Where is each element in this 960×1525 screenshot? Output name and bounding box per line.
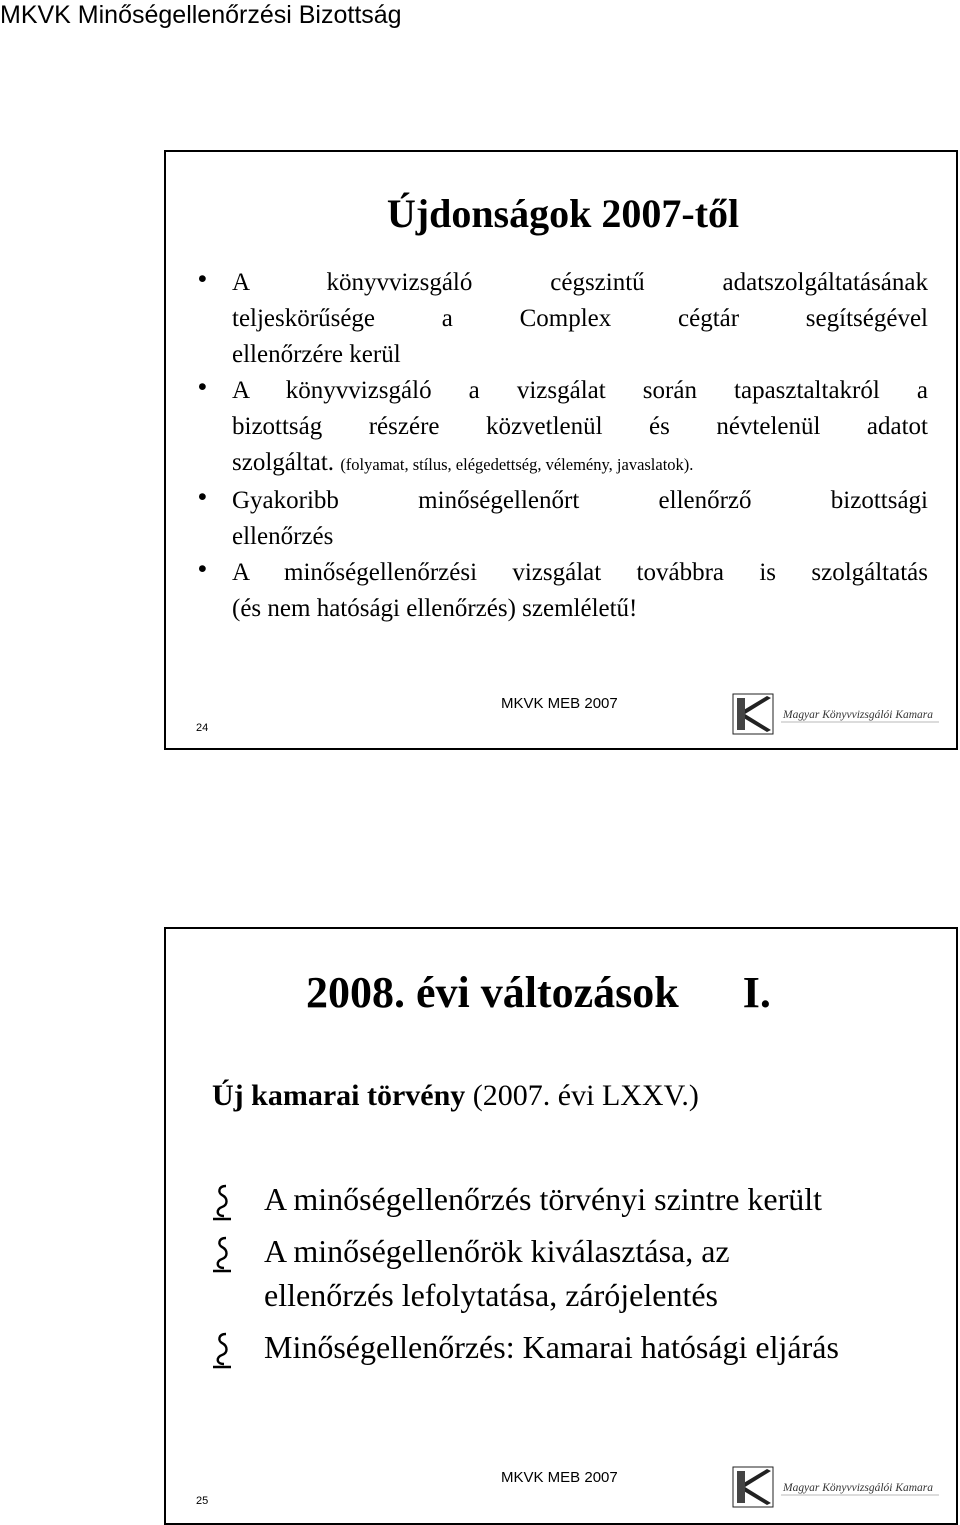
mkvk-logo-icon [731,692,943,736]
subtitle-bold: Új kamarai törvény [212,1079,466,1112]
bullet-line-main: szolgáltat. [232,449,335,476]
bullet-item [198,373,928,483]
bullet-line: teljeskörűsége a Complex cégtár segítségével [232,305,928,332]
bullet-line [232,445,928,483]
slide-title-main: 2008. évi változások [306,968,679,1017]
page-number: 24 [196,722,209,734]
bullet-item [198,555,928,627]
section-mark-icon [212,1183,232,1221]
page-number: 25 [196,1495,209,1507]
bullet-line: A könyvvizsgáló a vizsgálat során tapasztaltakról a [232,377,928,404]
slide-24 [164,150,958,750]
slide-footer: MKVK MEB 2007 [501,1469,618,1486]
bullet-list [198,265,928,627]
slide-footer: MKVK MEB 2007 [501,695,618,712]
bullet-line: A könyvvizsgáló cégszintű adatszolgáltatásának [232,269,928,296]
bullet-line: ellenőrzés [232,523,334,550]
bullet-item [212,1177,936,1221]
bullet-dot-icon: • [198,373,207,401]
bullet-dot-icon: • [198,265,207,293]
bullet-dot-icon: • [198,483,207,511]
section-mark-icon [212,1235,232,1273]
bullet-line: (és nem hatósági ellenőrzés) szemléletű! [232,595,638,622]
bullet-item [198,483,928,555]
bullet-line: Minőségellenőrzés: Kamarai hatósági eljárás [264,1329,839,1365]
mkvk-logo-icon [731,1465,943,1509]
slide-title: Újdonságok 2007-től [386,191,740,236]
slide-title [306,967,771,1018]
bullet-line: A minőségellenőrök kiválasztása, az [264,1233,730,1269]
slide-subtitle [212,1079,699,1113]
bullet-line: Gyakoribb minőségellenőrt ellenőrző bizottsági [232,487,928,514]
slide-25 [164,927,958,1525]
bullet-list [212,1177,936,1377]
logo-text: Magyar Könyvvizsgálói Kamara [782,1480,933,1494]
bullet-line: bizottság részére közvetlenül és névtelenül adatot [232,413,928,440]
document-header: MKVK Minőségellenőrzési Bizottság [0,1,402,29]
bullet-item [198,265,928,373]
bullet-line-note: (folyamat, stílus, elégedettség, vélemény, javaslatok). [340,455,694,474]
bullet-item [212,1325,936,1369]
bullet-dot-icon: • [198,555,207,583]
section-mark-icon [212,1331,232,1369]
slide-title-roman: I. [742,968,771,1017]
subtitle-rest: (2007. évi LXXV.) [472,1079,699,1112]
bullet-line: A minőségellenőrzési vizsgálat továbbra is szolgáltatás [232,559,928,586]
bullet-line: ellenőrzés lefolytatása, zárójelentés [264,1277,718,1313]
bullet-line: A minőségellenőrzés törvényi szintre került [264,1181,823,1217]
bullet-line: ellenőrzére kerül [232,341,401,368]
logo-text: Magyar Könyvvizsgálói Kamara [782,707,933,721]
bullet-item [212,1229,936,1317]
